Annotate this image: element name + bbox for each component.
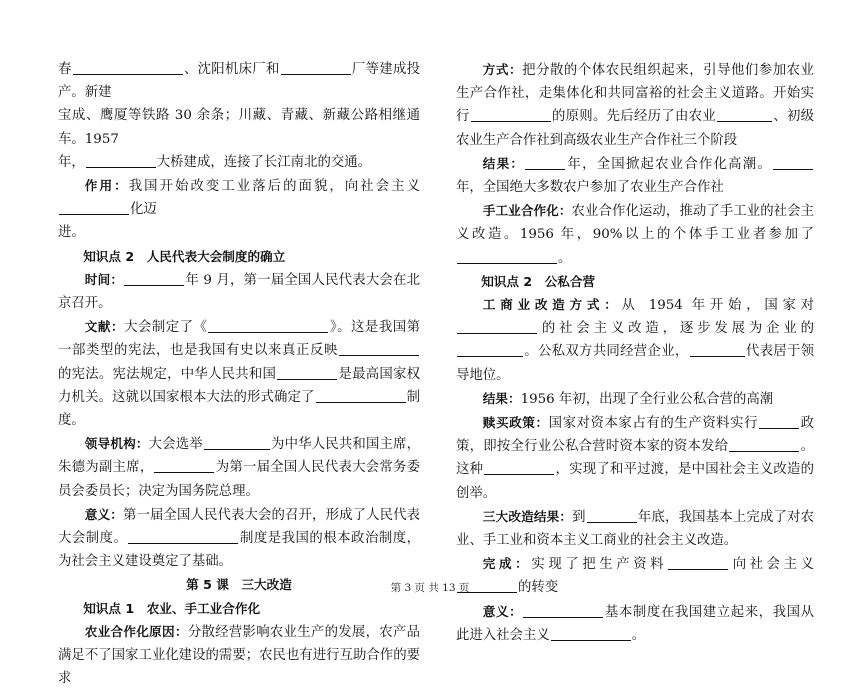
label: 文献：: [84, 319, 125, 335]
text: 制度是我国的根本政治制度，为社会主义: [58, 531, 421, 570]
label: 领导机构：: [84, 436, 149, 452]
text: 种: [469, 462, 484, 478]
text: 业，: [661, 344, 689, 360]
text: 基本制度在我国建立起来，我国从此进入: [456, 604, 815, 643]
text: 本大法的形式确定了: [193, 389, 315, 405]
text: 进。: [58, 225, 85, 241]
fill-blank[interactable]: [523, 603, 603, 618]
paragraph-handicraft: [456, 199, 814, 270]
text: 年，全国: [456, 180, 510, 196]
fill-blank[interactable]: [587, 508, 637, 523]
fill-blank[interactable]: [316, 388, 406, 403]
paragraph-result-2: [456, 387, 814, 411]
text: 按全行业公私合营时资本家的资本发给: [496, 439, 729, 455]
label: 农业合作化原因：: [84, 623, 188, 639]
text: 向社会主义: [729, 557, 815, 573]
text: 手工业和资本主义工商业的社会主义改造。: [482, 533, 738, 549]
text: 。这: [456, 439, 815, 478]
text: 为中华人民共和国主席，朱德为副: [58, 437, 421, 476]
label: 意义：: [84, 506, 123, 522]
text: 的社: [538, 321, 577, 337]
text: 年底，我国基本上完成了对农业、: [456, 509, 815, 549]
text: 。: [631, 627, 646, 643]
text: 农业生产合作社三个阶段: [589, 132, 738, 148]
text: 建设奠定了基础。: [124, 554, 233, 570]
paragraph-effect: [58, 174, 420, 245]
paragraph-result: [456, 152, 814, 199]
fill-blank[interactable]: [484, 460, 554, 475]
section-heading: 知识点 2 公私合营: [481, 273, 596, 289]
paragraph-time: [58, 268, 420, 315]
text: 大桥建成，连接了长江南北的交通。: [156, 154, 372, 170]
fill-blank[interactable]: [717, 107, 772, 122]
fill-blank[interactable]: [154, 458, 214, 473]
text: 主席，: [112, 460, 154, 476]
text: 社会主义: [496, 627, 550, 643]
label: 意义：: [482, 603, 523, 619]
fill-blank[interactable]: [471, 107, 551, 122]
page-footer: 第 3 页 共 13 页: [390, 582, 470, 594]
fill-blank[interactable]: [124, 271, 184, 286]
text: 国家对资本家占有的生产资料实行: [548, 416, 759, 432]
text-line: 宝成、鹰厦等铁路 30 余条；川藏、青藏、新藏公路相继通车。1957: [58, 108, 420, 147]
text: ，实现了和平过渡，是中国社会主义改造的创举。: [456, 462, 815, 501]
fill-blank[interactable]: [339, 341, 419, 356]
text: 、初级农业生产合作社到高级: [456, 109, 815, 148]
text: 到: [572, 509, 586, 525]
text: 的转变: [518, 580, 559, 596]
text: 了国家工业化建设的需要；农民也有进行互助合作的要求: [58, 648, 421, 687]
fill-blank[interactable]: [759, 414, 799, 429]
text: 1956 年初，出现了全行业公私合营的高潮: [520, 391, 774, 407]
fill-blank[interactable]: [59, 200, 129, 215]
text: 的宪法。宪法: [58, 366, 140, 382]
text: 代表居于领导地位。: [456, 344, 815, 383]
text: 农业合作化运动，推动了手工业的社会主义改: [456, 204, 815, 243]
fill-blank[interactable]: [86, 153, 156, 168]
text: 、沈阳机床厂和: [183, 62, 280, 77]
paragraph-commerce: [456, 293, 814, 387]
section-heading: 知识点 1 农业、手工业合作化: [83, 600, 261, 616]
label: 时间：: [84, 271, 124, 287]
fill-blank[interactable]: [128, 529, 238, 544]
label: 赎买政策：: [482, 415, 549, 431]
text: 制度。: [58, 389, 420, 429]
text: 为第一届全国人民代表大会常务委员会委员长；决定: [58, 460, 421, 499]
label: 方式：: [482, 62, 523, 77]
fill-blank[interactable]: [729, 437, 799, 452]
fill-blank[interactable]: [73, 60, 183, 75]
fill-blank[interactable]: [551, 626, 631, 641]
text: 把分散的个体农民组织起来，引导他们参加农业生产合: [456, 63, 814, 102]
text: 实现了把生产资料: [531, 557, 668, 573]
section-heading: 知识点 2 人民代表大会制度的确立: [83, 248, 286, 264]
text: 年 9 月，第一届全国人民代表大会在北京召开。: [58, 272, 420, 312]
left-column: [58, 58, 420, 690]
text: 是最高国家权力机关。这就以国家根: [58, 366, 421, 405]
text: 。公私双方共同经营企: [524, 344, 662, 360]
text: 造。1956 年，90%以上的个体手工业者参加了: [487, 227, 814, 243]
label: 三大改造结果：: [482, 508, 573, 524]
text-line: [58, 151, 420, 174]
lesson-title: 第 5 课 三大改造: [186, 577, 292, 593]
fill-blank[interactable]: [690, 342, 745, 357]
text: 》。这是我国第一部: [58, 320, 421, 359]
fill-blank[interactable]: [204, 435, 270, 450]
fill-blank[interactable]: [277, 365, 337, 380]
fill-blank[interactable]: [668, 555, 728, 570]
text: 类型的宪法，也是我国有史以来真正反映: [86, 343, 338, 359]
text: 春: [58, 62, 72, 77]
text: 大会选举: [148, 437, 203, 453]
text: 绝大多数农户参加了农业生产合作社: [509, 180, 724, 196]
label: 结果：: [482, 390, 521, 406]
text: 我国开始改变工业落后的面貌，向社会主义: [128, 179, 421, 195]
text: 厂等建成投产。新建: [58, 62, 421, 101]
label: 结果：: [482, 155, 525, 171]
paragraph-buyout: [456, 411, 814, 505]
text: 化迈: [130, 202, 157, 218]
paragraph-leadership: [58, 432, 420, 503]
text: 从 1954 年开始，国家对: [621, 298, 815, 314]
text: 第一届全国人民代表大会的召开，形成了人民代表大会制: [58, 507, 421, 547]
text: 大会制定了《: [124, 320, 208, 336]
label: 完成：: [482, 556, 532, 572]
text: 作社，走集体化和共同富裕的社会主义道路。开始实行: [456, 86, 815, 125]
text: 年，全国掀起农业合作化高潮。: [566, 156, 773, 172]
paragraph-three-results: [456, 505, 814, 552]
paragraph-cause: [58, 620, 420, 690]
fill-blank[interactable]: [281, 60, 351, 75]
text: 度。: [99, 531, 128, 547]
text: 年，: [58, 154, 85, 170]
fill-blank[interactable]: [457, 249, 557, 264]
paragraph-document: [58, 315, 420, 432]
text: 政策，即: [456, 416, 815, 455]
fill-blank[interactable]: [457, 319, 537, 334]
text: 的原则。先后经历了由农业: [551, 109, 716, 125]
label: 作用：: [84, 178, 129, 194]
text: 分散经营影响农业生产的发展，农产品满足不: [58, 624, 421, 664]
text: 为国务院总理。: [165, 483, 259, 499]
text: 会主义改造，逐步发展为企业的: [576, 321, 814, 337]
paragraph-significance: [58, 503, 420, 574]
label: 工商业改造方式：: [482, 297, 622, 313]
fill-blank[interactable]: [525, 155, 565, 170]
text: 。: [558, 250, 572, 266]
label: 手工业合作化：: [482, 203, 572, 219]
fill-blank[interactable]: [208, 318, 328, 333]
fill-blank[interactable]: [773, 155, 813, 170]
right-column: [456, 58, 814, 647]
paragraph-method: [456, 58, 814, 152]
fill-blank[interactable]: [457, 342, 523, 357]
text-line: [58, 58, 420, 104]
paragraph-significance-2: [456, 600, 814, 647]
text: 规定，中华人民共和国: [139, 366, 277, 382]
